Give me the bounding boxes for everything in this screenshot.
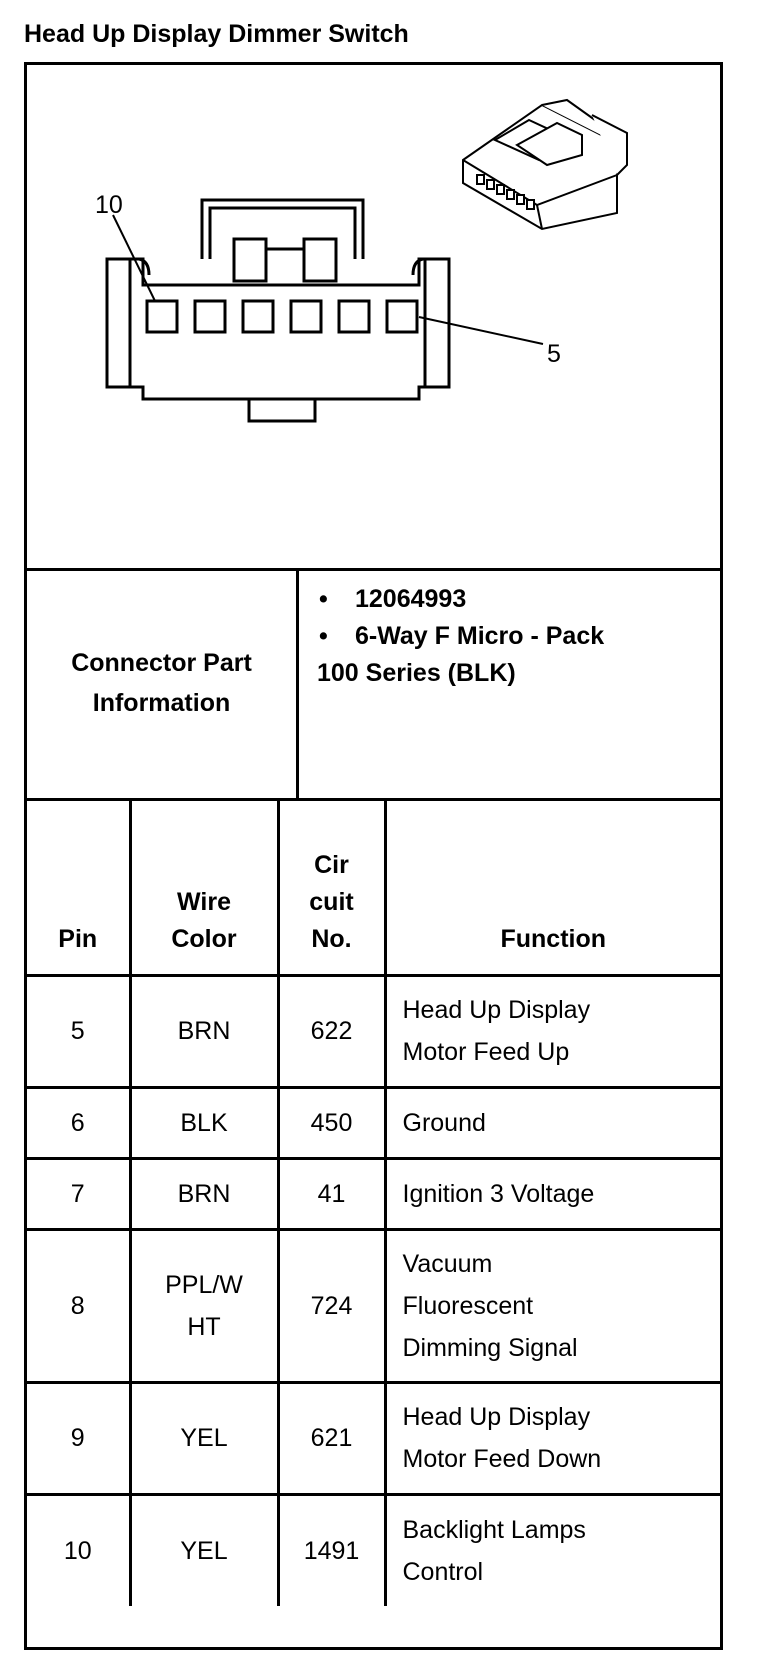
cavity-6: [339, 301, 369, 332]
table-row: [27, 1158, 720, 1229]
part-description-line2: 100 Series (BLK): [317, 659, 516, 687]
cell-pin: 7: [27, 1158, 130, 1229]
bullet-icon: •: [319, 585, 328, 613]
part-number-line: [319, 585, 466, 614]
cavity-8: [243, 301, 273, 332]
cell-function: Backlight Lamps Control: [385, 1494, 720, 1606]
header-pin: Pin: [27, 798, 130, 975]
cell-circuit: 1491: [278, 1494, 385, 1606]
connector-diagram: [27, 65, 720, 571]
connector-part-info-cell: [299, 568, 720, 798]
cavity-9: [195, 301, 225, 332]
bullet-icon: •: [319, 622, 328, 650]
cell-function: Ignition 3 Voltage: [385, 1158, 720, 1229]
table-row: [27, 1494, 720, 1606]
header-wire-color: Wire Color: [130, 798, 278, 975]
connector-iso-view: [463, 100, 627, 229]
cell-function: Head Up Display Motor Feed Down: [385, 1382, 720, 1494]
cell-pin: 6: [27, 1087, 130, 1158]
part-description-line1: 6-Way F Micro - Pack: [355, 622, 605, 650]
cavity-5: [387, 301, 417, 332]
callout-leader-5: [419, 317, 543, 344]
cell-pin: 5: [27, 975, 130, 1087]
table-row: [27, 1087, 720, 1158]
cell-wire-color: YEL: [130, 1494, 278, 1606]
part-number: 12064993: [355, 585, 467, 613]
cavity-10: [147, 301, 177, 332]
cell-circuit: 724: [278, 1229, 385, 1382]
connector-part-label-line2: Information: [92, 689, 231, 717]
table-row: [27, 975, 720, 1087]
page-title: Head Up Display Dimmer Switch: [24, 20, 409, 48]
header-circuit-no: Cir cuit No.: [278, 798, 385, 975]
bottom-tab: [249, 399, 315, 421]
connector-part-label-cell: [27, 568, 299, 798]
table-header-row: [27, 798, 720, 975]
cell-circuit: 450: [278, 1087, 385, 1158]
cell-wire-color: BLK: [130, 1087, 278, 1158]
connector-illustration: [27, 65, 720, 568]
connector-part-row: [27, 568, 720, 801]
cell-function: Ground: [385, 1087, 720, 1158]
part-description-line: [319, 622, 604, 651]
cell-function: Head Up Display Motor Feed Up: [385, 975, 720, 1087]
cell-pin: 9: [27, 1382, 130, 1494]
housing-outline: [107, 259, 449, 399]
cell-wire-color: BRN: [130, 1158, 278, 1229]
cell-pin: 8: [27, 1229, 130, 1382]
pin-table: [27, 798, 720, 1606]
table-row: [27, 1382, 720, 1494]
cell-pin: 10: [27, 1494, 130, 1606]
connector-part-label-line1: Connector Part: [71, 649, 252, 677]
cell-wire-color: BRN: [130, 975, 278, 1087]
cavity-7: [291, 301, 321, 332]
cell-circuit: 622: [278, 975, 385, 1087]
cell-function: Vacuum Fluorescent Dimming Signal: [385, 1229, 720, 1382]
connector-sheet: [24, 62, 723, 1650]
pin-cavities: [147, 301, 417, 332]
cell-wire-color: YEL: [130, 1382, 278, 1494]
callout-label-10: 10: [95, 191, 123, 219]
callout-label-5: 5: [547, 340, 561, 368]
table-row: [27, 1229, 720, 1382]
cell-circuit: 621: [278, 1382, 385, 1494]
cell-wire-color: PPL/W HT: [130, 1229, 278, 1382]
header-function: Function: [385, 798, 720, 975]
cell-circuit: 41: [278, 1158, 385, 1229]
